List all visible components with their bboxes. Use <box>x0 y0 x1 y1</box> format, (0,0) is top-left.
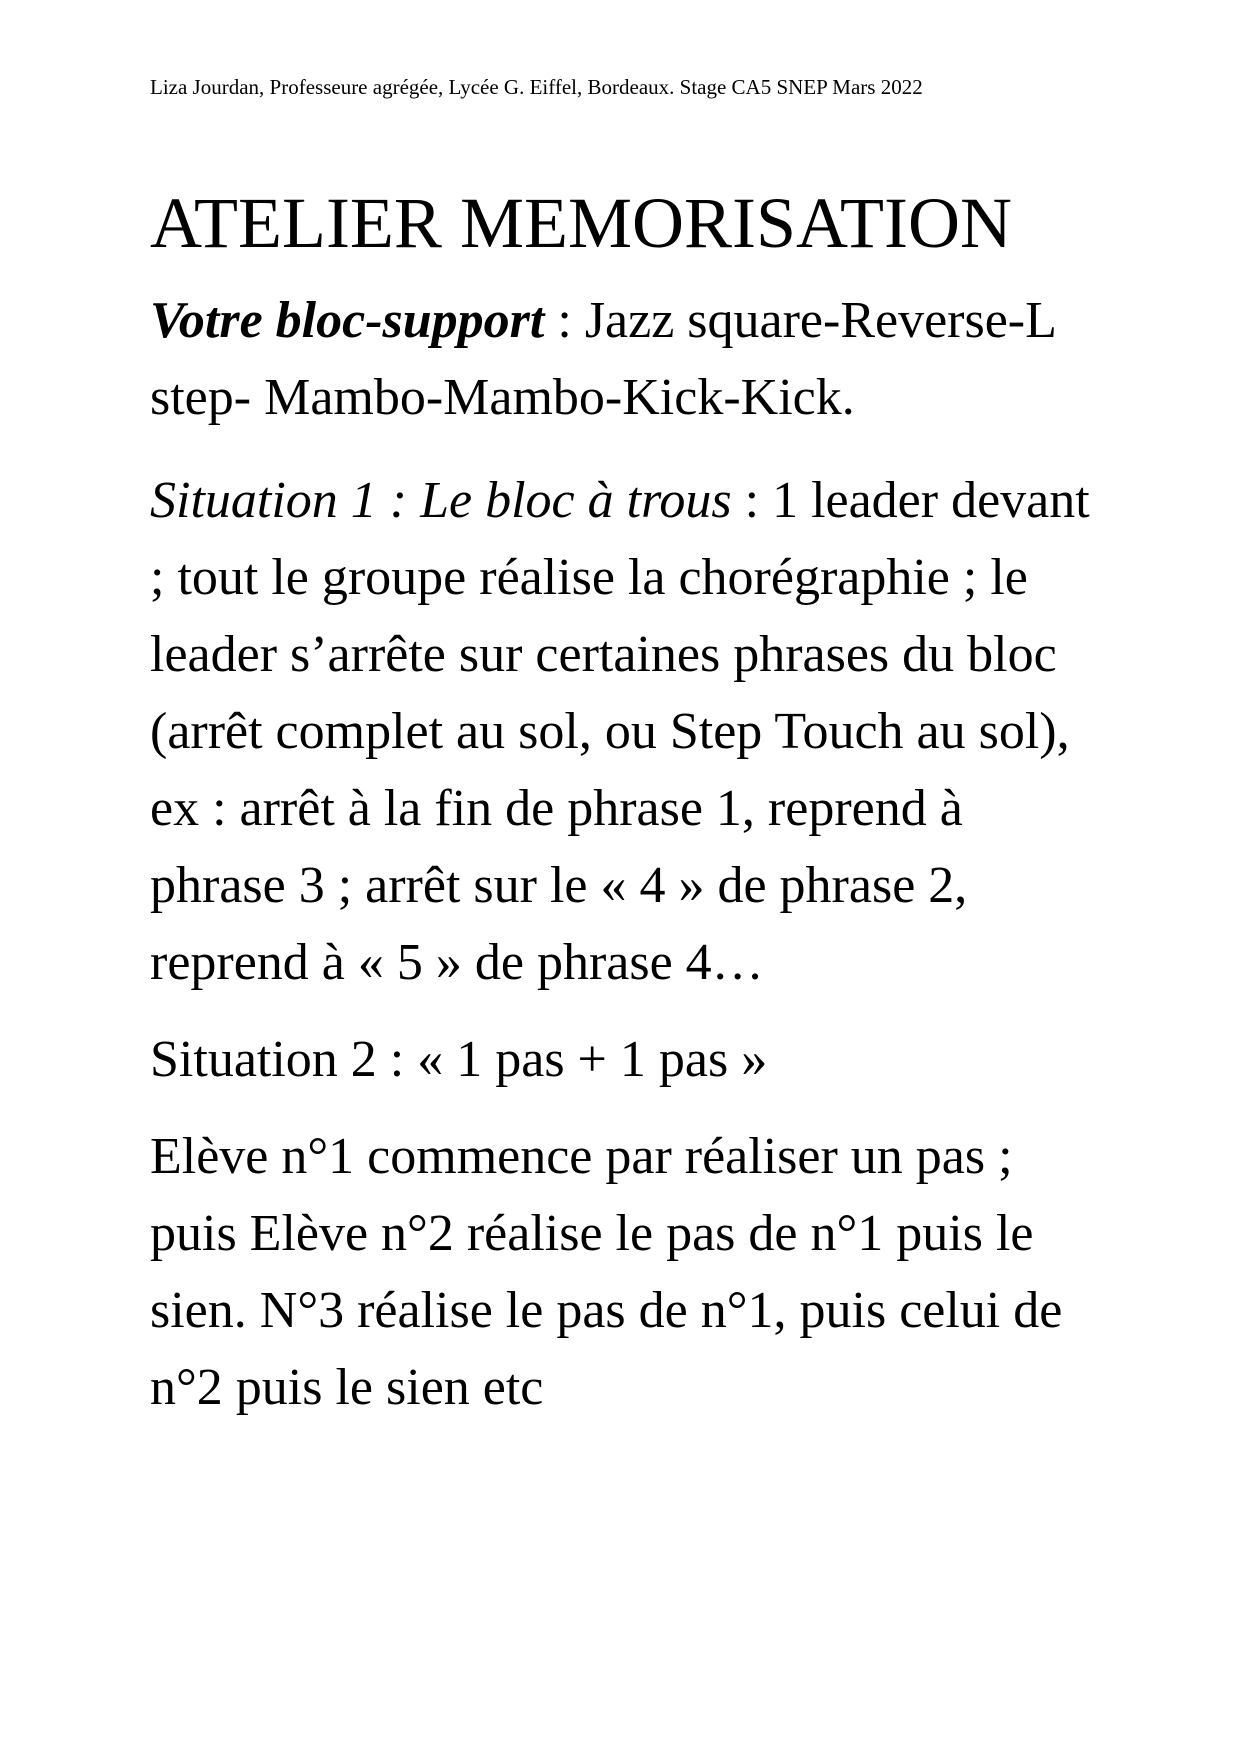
situation-2-text: Elève n°1 commence par réaliser un pas ; puis Elève n°2 réalise le pas de n°1 puis le sien. N°3 réalise le pas de n°1, puis celui de n°2 puis le sien etc <box>150 1128 1063 1416</box>
bloc-support-paragraph <box>150 282 1110 436</box>
bloc-support-label: Votre bloc-support <box>150 292 545 349</box>
situation-1-text: : 1 leader devant ; tout le groupe réalise la chorégraphie ; le leader s’arrête sur certaines phrases du bloc (arrêt complet au sol, ou Step Touch au sol), ex : arrêt à la fin de phrase 1, reprend à phrase 3 ; arrêt sur le « 4 » de phrase 2, reprend à « 5 » de phrase 4… <box>150 472 1090 991</box>
situation-1-paragraph <box>150 462 1110 1001</box>
header-credit: Liza Jourdan, Professeure agrégée, Lycée G. Eiffel, Bordeaux. Stage CA5 SNEP Mars 2022 <box>150 75 923 99</box>
situation-2-heading: Situation 2 : « 1 pas + 1 pas » <box>150 1031 768 1088</box>
page-title: ATELIER MEMORISATION <box>150 183 1012 263</box>
situation-1-label: Situation 1 : Le bloc à trous <box>150 472 732 529</box>
bloc-support-text: : Jazz square-Reverse-L step- Mambo-Mambo-Kick-Kick. <box>150 292 1055 426</box>
document-page <box>150 72 1110 1426</box>
